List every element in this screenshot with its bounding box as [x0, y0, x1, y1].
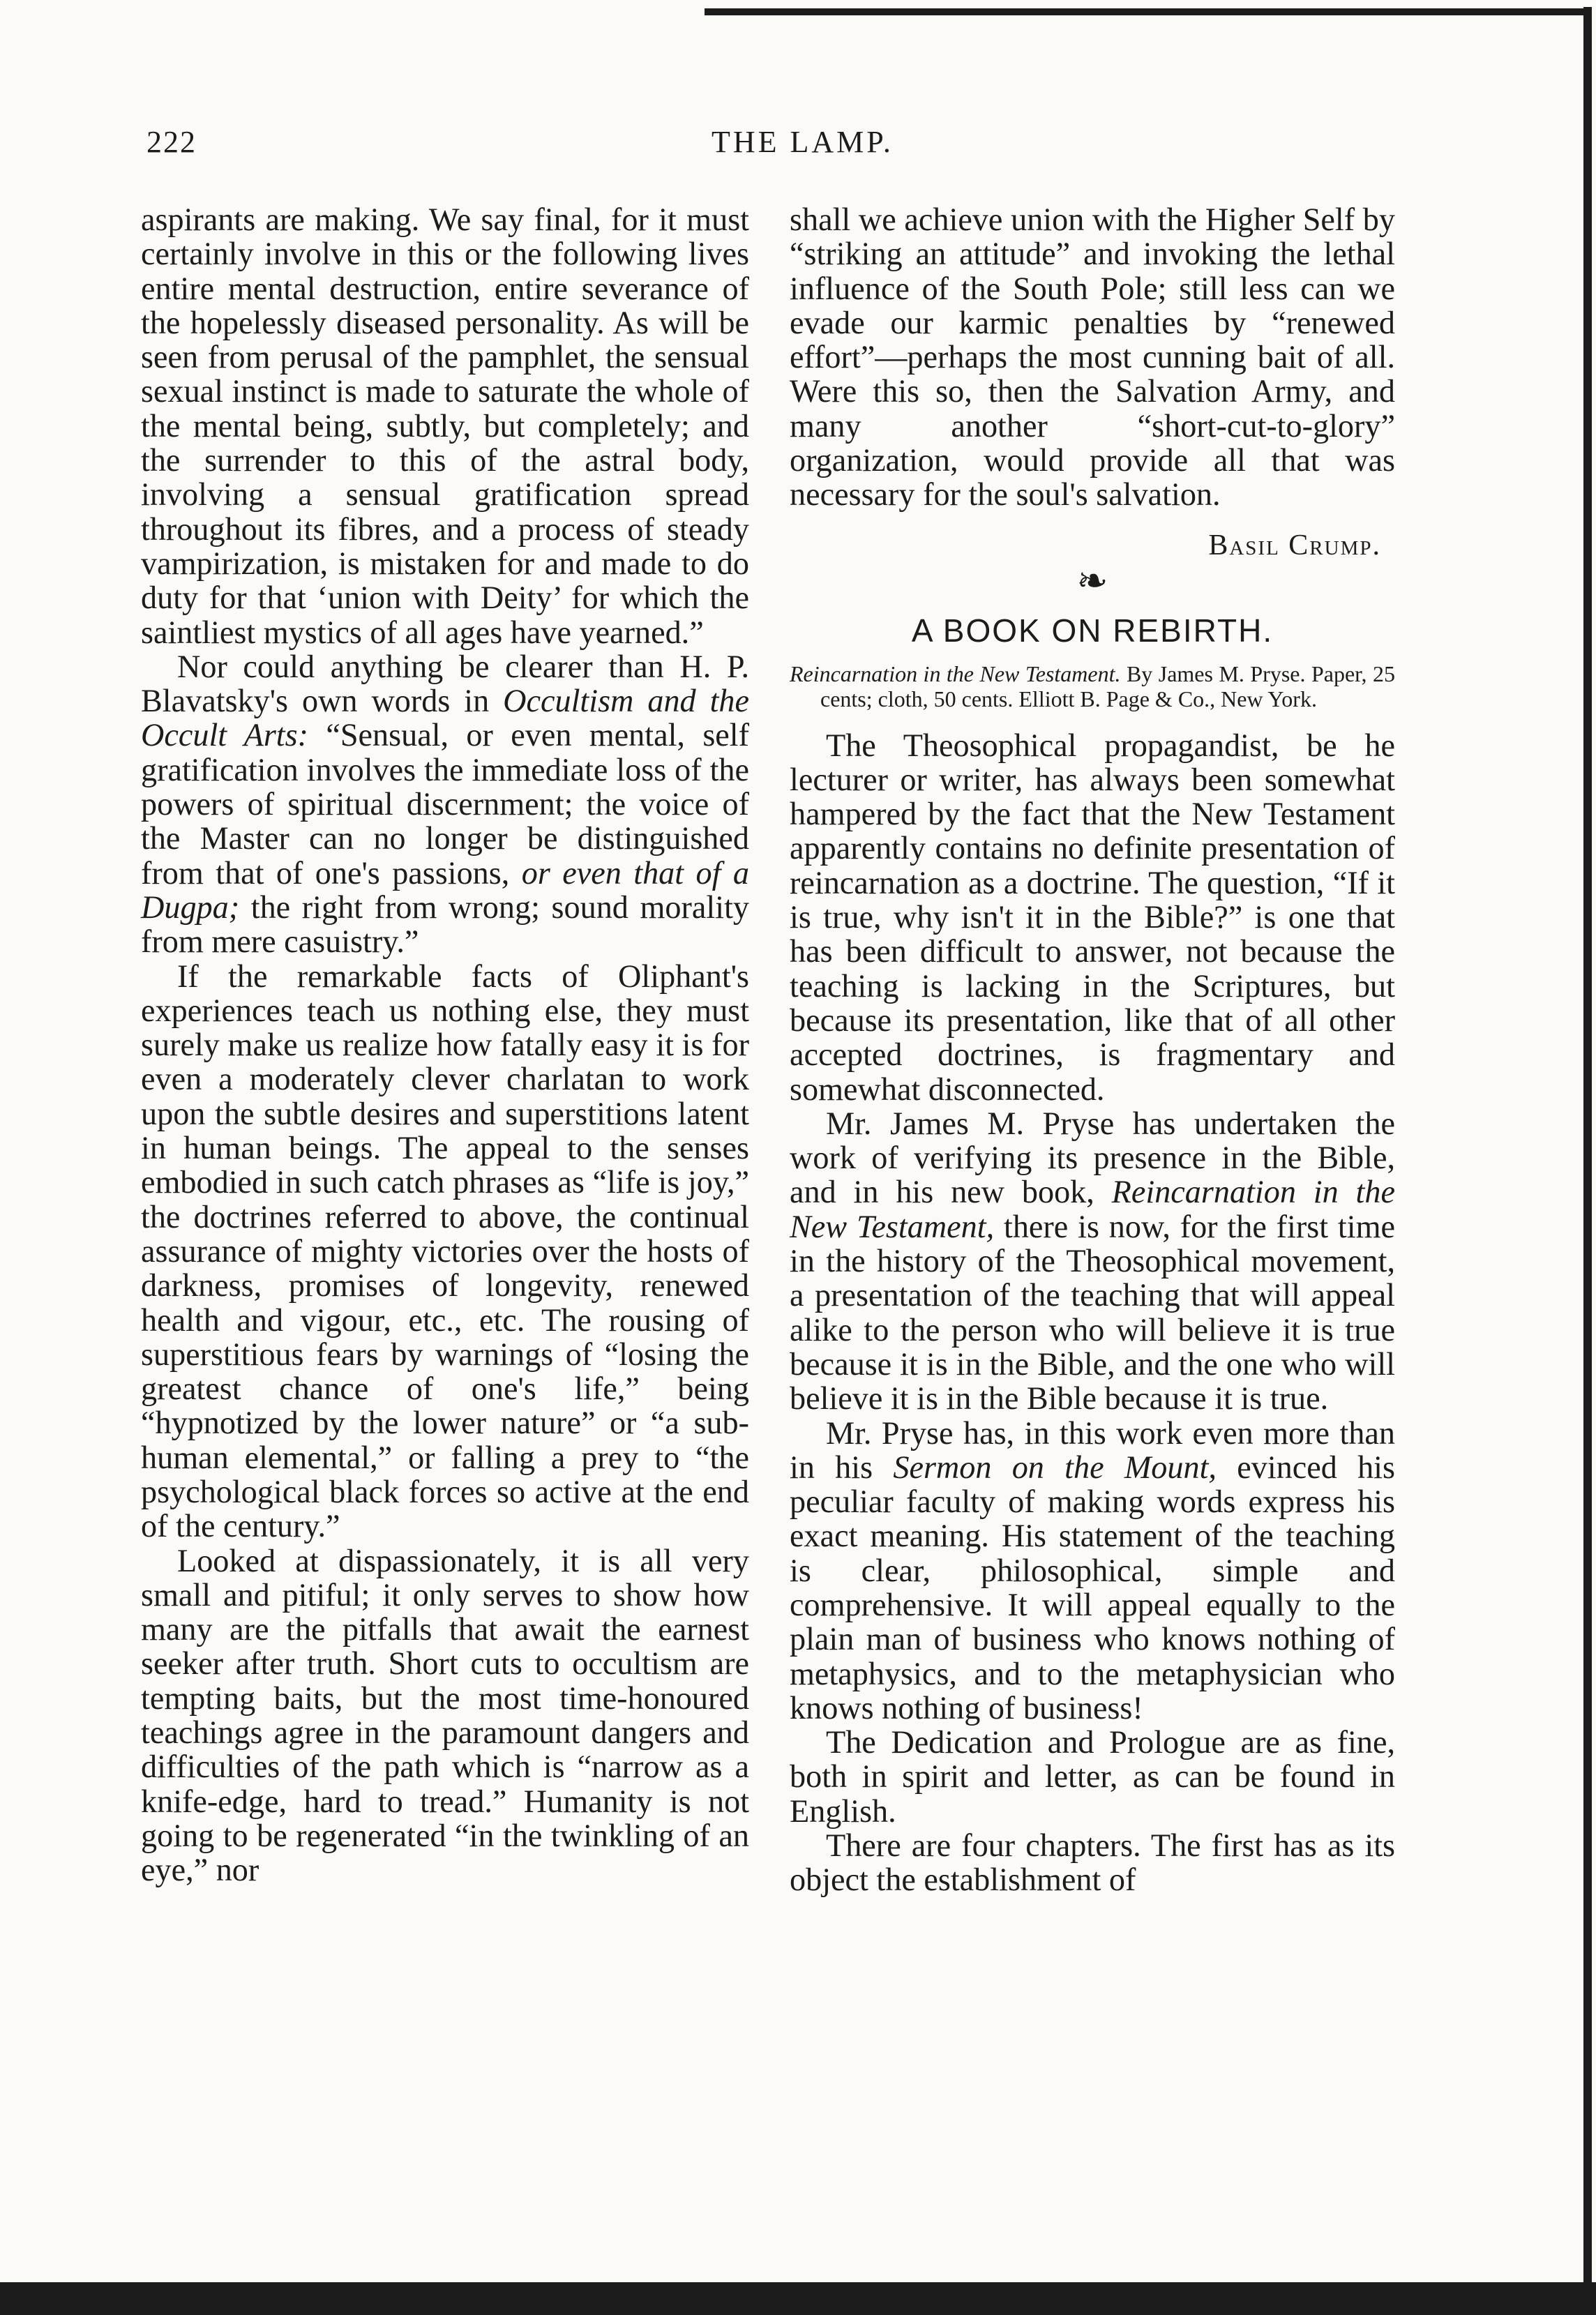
author-signature: Basil Crump. — [1208, 529, 1381, 561]
right-column — [790, 202, 1395, 1897]
text-run: “Sensual, or even mental, self gratification involves the immediate loss of the powers of spiritual discernment; the voice of the Master can no longer be distinguished from that of one's passions, — [141, 717, 750, 891]
book-details: By James M. Pryse. Paper, 25 cents; cloth, 50 cents. Elliott B. Page & Co., New York. — [820, 661, 1396, 711]
book-title-italic: Reincarnation in the New Testament, — [790, 1174, 1395, 1244]
right-paragraph-6: There are four chapters. The first has as its object the establishment of — [790, 1827, 1395, 1898]
right-paragraph-2: The Theosophical propagandist, be he lecturer or writer, has always been somewhat hampered by the fact that the New Testament apparently contains no definite presentation of reincarnation as a doctrine. The question, “If it is true, why isn't it in the Bible?” is one that has been difficult to answer, not because the teaching is lacking in the Scriptures, but because its presentation, like that of all other accepted doctrines, is fragmentary and somewhat disconnected. — [790, 727, 1395, 1107]
work-title-italic: Sermon on the Mount, — [893, 1449, 1217, 1485]
left-paragraph-2 — [141, 649, 749, 959]
book-title-italic: Reincarnation in the New Testament. — [790, 661, 1121, 686]
right-paragraph-5: The Dedication and Prologue are as fine, both in spirit and letter, as can be found in English. — [790, 1724, 1395, 1829]
text-run: Nor could anything be clearer than H. P. Blavatsky's own words in — [141, 648, 749, 719]
text-run: there is now, for the first time in the history of the Theosophical movement, a presentation of the teaching that will appeal alike to the person who will believe it is true because it is in the Bible, and the one who will believe it is in the Bible because it is true. — [790, 1208, 1395, 1417]
text-run: evinced his peculiar faculty of making words express his exact meaning. His statement of the teaching is clear, philosophical, simple and comprehensive. It will appeal equally to the plain man of business who knows nothing of metaphysics, and to the metaphysician who knows nothing of business! — [790, 1449, 1395, 1726]
running-title: THE LAMP. — [712, 125, 894, 159]
text-run: Mr. Pryse has, in this work even more than in his — [790, 1415, 1395, 1485]
page-number: 222 — [146, 125, 197, 159]
left-paragraph-3: If the remarkable facts of Oliphant's experiences teach us nothing else, they must surely make us realize how fatally easy it is for even a moderately clever charlatan to work upon the subtle desires and superstitions latent in human beings. The appeal to the senses embodied in such catch phrases as “life is joy,” the doctrines referred to above, the continual assurance of mighty victories over the hosts of darkness, promises of longevity, renewed health and vigour, etc., etc. The rousing of superstitious fears by warnings of “losing the greatest chance of one's life,” being “hypnotized by the lower nature” or “a sub-human elemental,” or falling a prey to “the psychological black forces so active at the end of the century.” — [141, 958, 749, 1544]
text-run: the right from wrong; sound morality from mere casuistry.” — [141, 889, 749, 960]
text-run: Mr. James M. Pryse has undertaken the work of verifying its presence in the Bible, and in his new book, — [790, 1105, 1395, 1210]
right-paragraph-4 — [790, 1416, 1395, 1726]
bottom-page-edge — [0, 2282, 1596, 2315]
top-rule — [705, 8, 1589, 15]
right-paragraph-3 — [790, 1106, 1395, 1416]
right-page-edge — [1583, 7, 1592, 2309]
quote-italic: or even that of a Dugpa; — [141, 854, 749, 925]
left-paragraph-4: Looked at dispassionately, it is all very small and pitiful; it only serves to show how many are the pitfalls that await the earnest seeker after truth. Short cuts to occultism are tempting baits, but the most time-honoured teachings agree in the paramount dangers and difficulties of the path which is “narrow as a knife-edge, hard to tread.” Humanity is not going to be regenerated “in the twinkling of an eye,” nor — [141, 1542, 749, 1888]
section-heading: A BOOK ON REBIRTH. — [911, 612, 1274, 649]
right-paragraph-1: shall we achieve union with the Higher Self by “striking an attitude” and invoking the lethal influence of the South Pole; still less can we evade our karmic penalties by “renewed effort”—perhaps the most cunning bait of all. Were this so, then the Salvation Army, and many another “short-cut-to-glory” organization, would provide all that was necessary for the soul's salvation. — [790, 202, 1395, 513]
work-title-italic: Occultism and the Occult Arts: — [141, 683, 749, 753]
fleuron-ornament: ❧ — [1076, 559, 1108, 602]
book-reference — [790, 661, 1395, 711]
left-column — [141, 202, 749, 1887]
left-paragraph-1: aspirants are making. We say final, for it must certainly involve in this or the following lives entire mental destruction, entire severance of the hopelessly diseased personality. As will be seen from perusal of the pamphlet, the sensual sexual instinct is made to saturate the whole of the mental being, subtly, but completely; and the surrender to this of the astral body, involving a sensual gratification spread throughout its fibres, and a process of steady vampirization, is mistaken for and made to do duty for that ‘union with Deity’ for which the saintliest mystics of all ages have yearned.” — [141, 202, 749, 650]
